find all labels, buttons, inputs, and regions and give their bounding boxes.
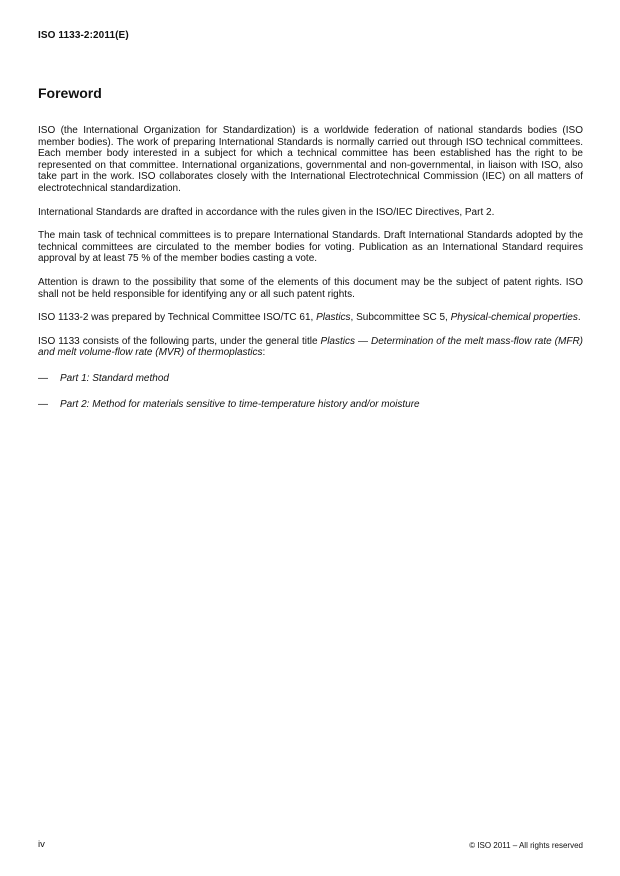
paragraph — [38, 125, 583, 195]
text-run: Plastics — Determination of the melt mass-flow rate (MFR) and melt volume-flow rate (MVR) of thermoplastics — [38, 335, 584, 359]
section-title: Foreword — [38, 85, 102, 101]
paragraph — [38, 207, 583, 219]
paragraph — [38, 230, 583, 265]
list-item — [38, 399, 583, 411]
paragraph — [38, 277, 583, 300]
text-run: . — [577, 312, 581, 324]
text-run: International Standards are drafted in accordance with the rules given in the ISO/IEC Directives, Part 2. — [38, 206, 495, 218]
text-run: Part 2: Method for materials sensitive to time-temperature history and/or moisture — [60, 398, 420, 410]
list-item — [38, 373, 583, 385]
list-dash: — — [38, 372, 48, 384]
paragraph — [38, 336, 583, 359]
text-run: : — [262, 347, 266, 359]
list-dash: — — [38, 398, 48, 410]
page-footer — [38, 839, 583, 850]
copyright-notice: © ISO 2011 – All rights reserved — [469, 841, 583, 850]
document-body — [38, 125, 583, 410]
text-run: ISO 1133-2 was prepared by Technical Committee ISO/TC 61, — [38, 312, 317, 324]
text-run: ISO 1133 consists of the following parts, under the general title — [38, 335, 321, 347]
page-number: iv — [38, 839, 45, 850]
text-run: ISO (the International Organization for Standardization) is a worldwide federation of national standards bodies (ISO member bodies). The work of preparing International Standards is normally carried out through ISO technical committees. Each member body interested in a subject for which a technical committee has been established has the right to be represented on that committee. International organizations, governmental and non-governmental, in liaison with ISO, also take part in the work. ISO collaborates closely with the International Electrotechnical Commission (IEC) on all matters of electrotechnical standardization. — [38, 125, 583, 194]
text-run: Attention is drawn to the possibility that some of the elements of this document may be the subject of patent rights. ISO shall not be held responsible for identifying any or all such patent rights. — [38, 276, 583, 300]
text-run: Part 1: Standard method — [60, 372, 169, 384]
text-run: , Subcommittee SC 5, — [350, 312, 451, 324]
text-run: Plastics — [316, 312, 351, 324]
document-reference-header: ISO 1133-2:2011(E) — [38, 30, 129, 41]
paragraph — [38, 312, 583, 324]
text-run: The main task of technical committees is to prepare International Standards. Draft International Standards adopted by the technical committees are circulated to the member bodies for voting. Publication as an International Standard requires approval by at least 75 % of the member bodies casting a vote. — [38, 230, 583, 265]
text-run: Physical-chemical properties — [450, 312, 578, 324]
